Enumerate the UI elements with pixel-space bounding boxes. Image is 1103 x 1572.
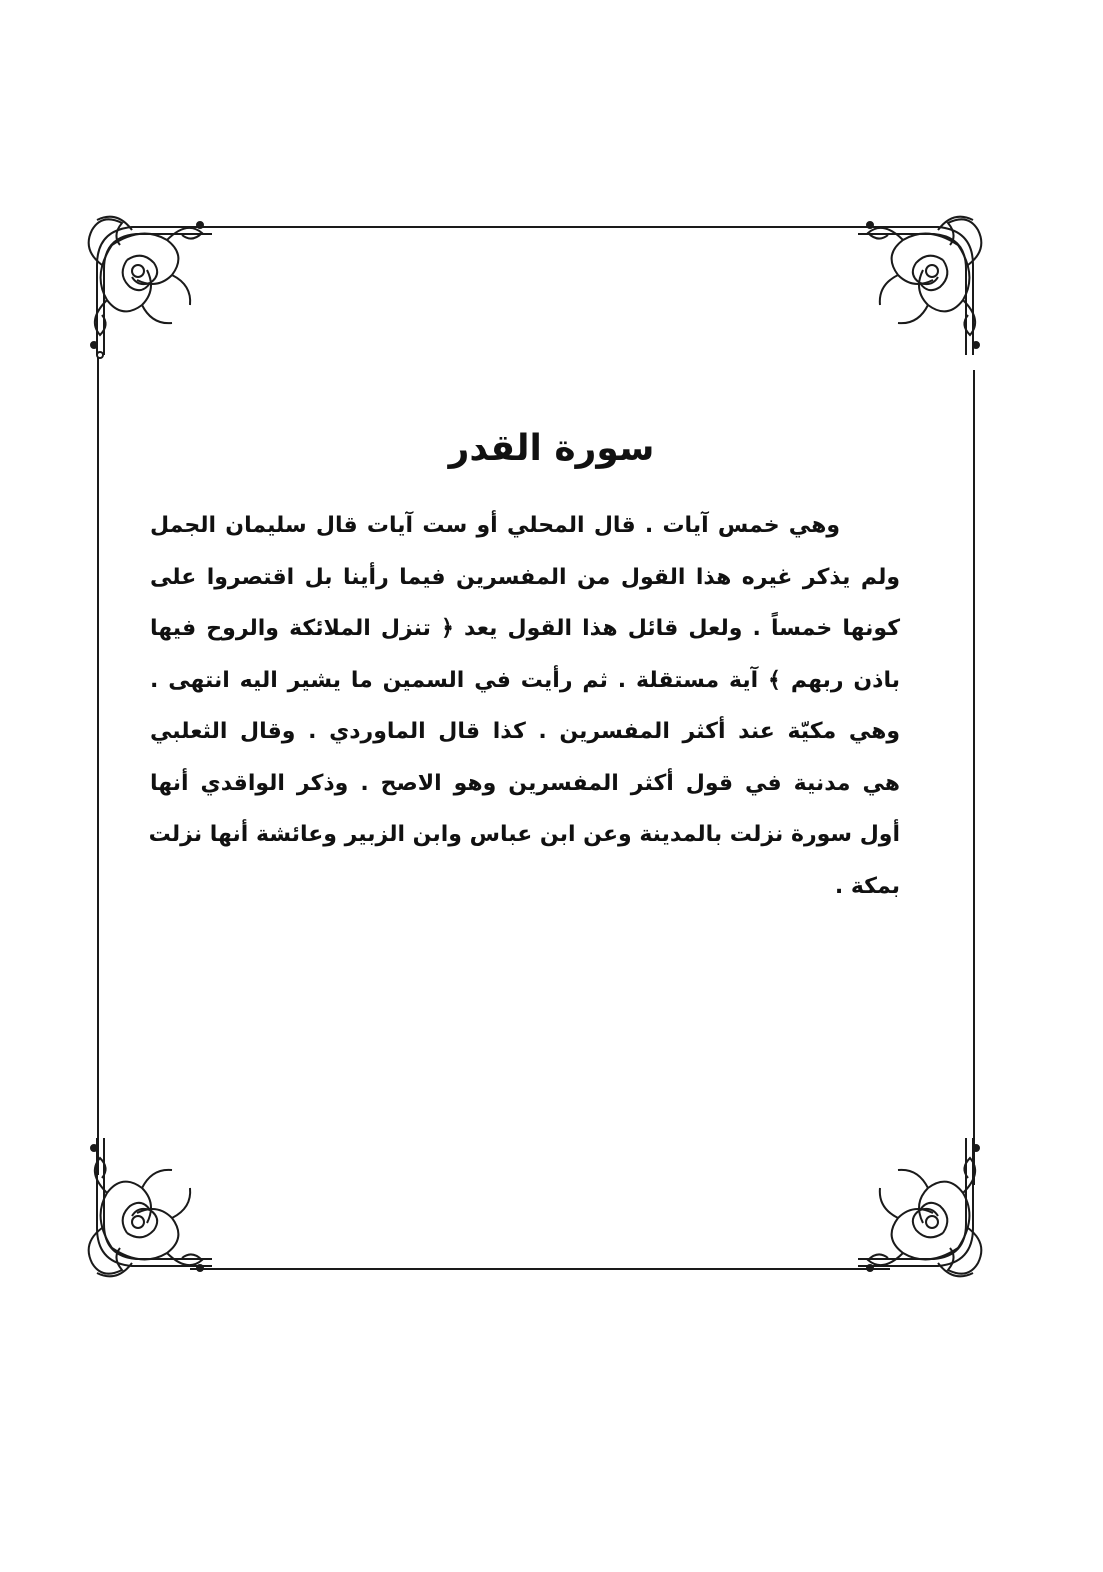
- text-line: وهي خمس آيات . قال المحلي أو ست آيات قال سليمان الجمل: [150, 513, 840, 538]
- text-line: باذن ربهم ﴾ آية مستقلة . ثم رأيت في السمين ما يشير اليه انتهى .: [150, 667, 900, 693]
- page-title: سورة القدر: [448, 428, 655, 469]
- text-line: كونها خمساً . ولعل قائل هذا القول يعد ﴿ تنزل الملائكة والروح فيها: [150, 616, 900, 641]
- text-line: ولم يذكر غيره هذا القول من المفسرين فيما رأينا بل اقتصروا على: [150, 564, 900, 590]
- arabesque-corner-icon: [848, 1128, 998, 1288]
- text-line: وهي مكيّة عند أكثر المفسرين . كذا قال الماوردي . وقال الثعلبي: [150, 719, 900, 744]
- text-line: بمكة .: [834, 873, 900, 899]
- arabesque-corner-icon: [72, 1128, 222, 1288]
- frame-left-border: [97, 355, 99, 1175]
- frame-bottom-border: [190, 1268, 890, 1270]
- arabesque-corner-icon: [848, 205, 998, 365]
- body-text: [150, 500, 900, 912]
- text-line: أول سورة نزلت بالمدينة وعن ابن عباس وابن الزبير وعائشة أنها نزلت: [148, 822, 900, 847]
- frame-top-border: [190, 226, 890, 228]
- frame-right-border: [973, 370, 975, 1185]
- text-line: هي مدنية في قول أكثر المفسرين وهو الاصح . وذكر الواقدي أنها: [150, 770, 900, 796]
- arabesque-corner-icon: [72, 205, 222, 365]
